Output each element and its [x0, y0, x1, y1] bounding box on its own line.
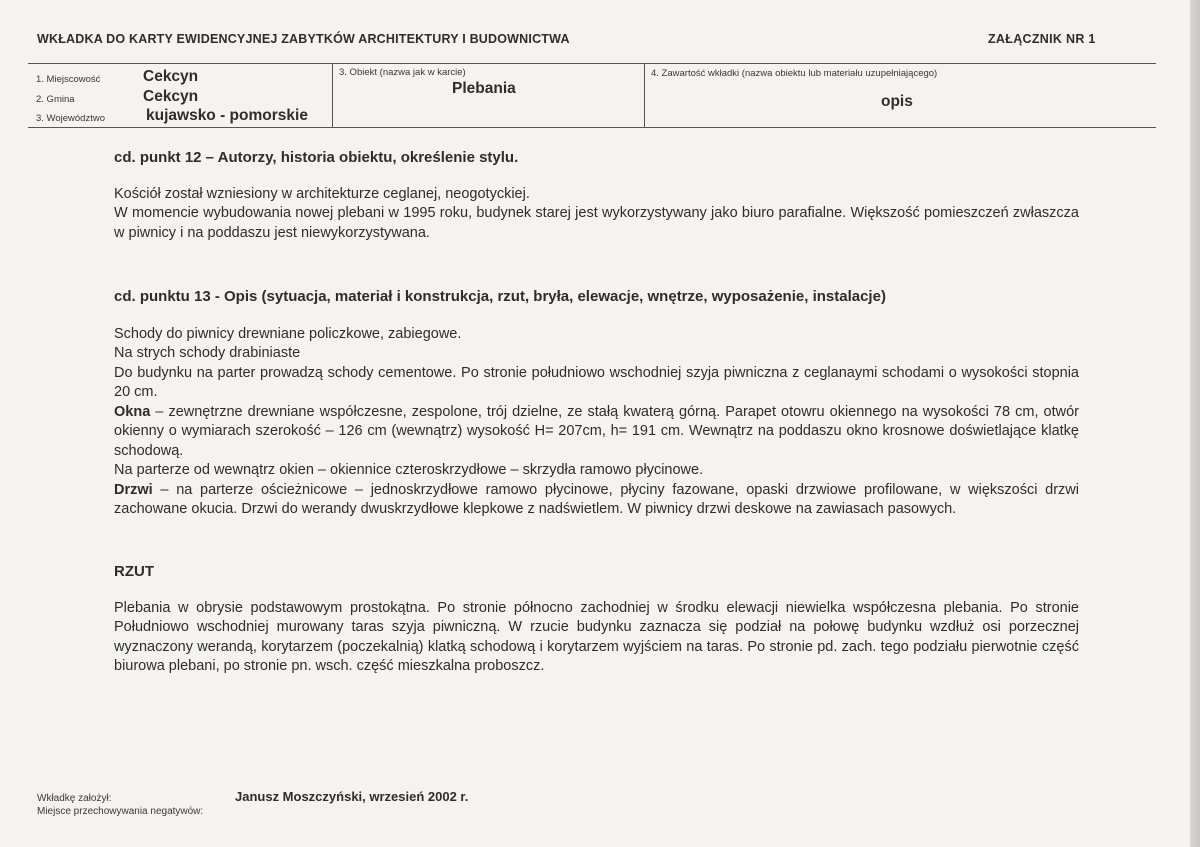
voivodeship-label: 3. Województwo — [36, 113, 105, 124]
commune-label: 2. Gmina — [36, 94, 75, 105]
windows-label: Okna — [114, 403, 151, 420]
page-edge — [1190, 0, 1200, 847]
doors-label: Drzwi — [114, 481, 153, 498]
section-12-paragraph: W momencie wybudowania nowej plebani w 1995 roku, budynek starej jest wykorzystywany jako biuro parafialne. Większość pomieszczeń zwłaszcza w piwnicy i na poddaszu jest niewykorzystywana. — [114, 205, 1079, 241]
document-title: WKŁADKA DO KARTY EWIDENCYJNEJ ZABYTKÓW ARCHITEKTURY I BUDOWNICTWA — [37, 32, 570, 46]
section-13-shutters: Na parterze od wewnątrz okien – okiennice czteroskrzydłowe – skrzydła ramowo płycinowe. — [114, 462, 704, 478]
annex-number: ZAŁĄCZNIK NR 1 — [988, 32, 1096, 46]
object-label: 3. Obiekt (nazwa jak w karcie) — [339, 67, 466, 78]
contents-value: opis — [881, 93, 913, 110]
section-12-line: Kościół został wzniesiony w architekturze ceglanej, neogotyckiej. — [114, 185, 530, 202]
locality-label: 1. Miejscowość — [36, 74, 101, 85]
section-13-windows — [114, 403, 1079, 462]
windows-text: – zewnętrzne drewniane współczesne, zespolone, trój dzielne, ze stałą kwaterą górną. Parapet otowru okiennego na wysokości 78 cm, otwór okienny o wymiarach szerokość – 126 cm (wewnątrz) wysokość H= 207cm, h= 191 cm. Wewnątrz na poddaszu okno krosnowe doświetlające klatkę schodową. — [114, 403, 1079, 459]
floor-plan-section — [114, 562, 1079, 677]
section-13-stairs-attic: Na strych schody drabiniaste — [114, 345, 301, 361]
section-13-heading: cd. punktu 13 - Opis (sytuacja, materiał i konstrukcja, rzut, bryła, elewacje, wnętrze, wyposażenie, instalacje) — [114, 288, 886, 305]
section-12-heading: cd. punkt 12 – Autorzy, historia obiektu, określenie stylu. — [114, 149, 519, 166]
negatives-location-label: Miejsce przechowywania negatywów: — [37, 806, 204, 817]
object-value: Plebania — [452, 80, 516, 97]
locality-value: Cekcyn — [143, 68, 199, 85]
section-13 — [114, 287, 1079, 520]
column-divider — [332, 64, 333, 127]
contents-label: 4. Zawartość wkładki (nazwa obiektu lub materiału uzupełniającego) — [651, 68, 938, 79]
section-12 — [114, 148, 1079, 243]
section-13-entrance: Do budynku na parter prowadzą schody cementowe. Po stronie południowo wschodniej szyja piwniczna z ceglanaymi schodami o wysokości stopnia 20 cm. — [114, 364, 1079, 400]
section-13-stairs-basement: Schody do piwnicy drewniane policzkowe, zabiegowe. — [114, 325, 462, 342]
author-signature: Janusz Moszczyński, wrzesień 2002 r. — [235, 789, 469, 804]
info-table — [28, 63, 1156, 128]
floor-plan-paragraph: Plebania w obrysie podstawowym prostokątna. Po stronie północno zachodniej w środku elewacji niewielka współczesna plebania. Po stronie Południowo wschodniej murowany taras szyja piwniczną. W rzucie budynku zaznacza się podział na połowę budynku wzdłuż osi porzecznej wyznaczony werandą, korytarzem (poczekalnią) klatką schodową i korytarzem wyjściem na taras. Po stronie pd. zach. tego podziału pierwotnie część biurowa plebani, po stronie pn. wsch. część mieszkalna proboszcz. — [114, 599, 1079, 674]
commune-value: Cekcyn — [143, 88, 199, 105]
column-divider — [644, 64, 645, 127]
voivodeship-value: kujawsko - pomorskie — [146, 107, 308, 124]
doors-text: – na parterze ościeżnicowe – jednoskrzydłowe ramowo płycinowe, płyciny fazowane, opaski drzwiowe profilowane, w większości drzwi zachowane okucia. Drzwi do werandy dwuskrzydłowe klepkowe z nadświetlem. W piwnicy drzwi deskowe na zawiasach pasowych. — [114, 481, 1079, 517]
floor-plan-heading: RZUT — [114, 563, 154, 580]
section-13-doors — [114, 481, 1079, 520]
author-label: Wkładkę założył: — [37, 793, 112, 804]
